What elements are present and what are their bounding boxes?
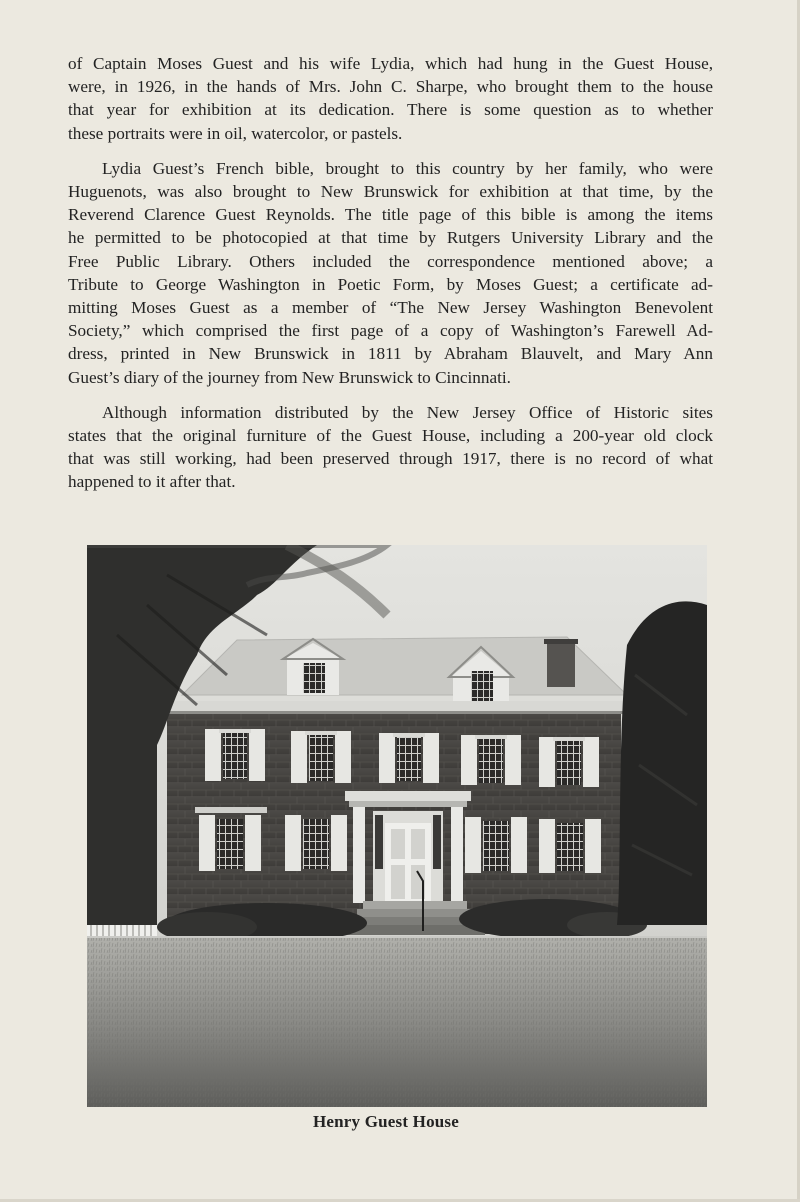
paragraph-bible <box>68 157 713 389</box>
text-line: Huguenots, was also brought to New Brunswick for exhibition at that time, by the <box>68 182 713 202</box>
photo-caption: Henry Guest House <box>312 1112 459 1131</box>
upper-windows <box>205 729 599 787</box>
text-line: Although information distributed by the New Jersey Office of Historic sites <box>102 402 713 422</box>
text-line: that year for exhibition at its dedication. There is some question as to whether <box>68 100 713 120</box>
text-line: states that the original furniture of the Guest House, including a 200-year old clock <box>68 426 713 446</box>
text-line: that was still working, had been preserved through 1917, there is no record of what <box>68 449 713 469</box>
text-line: Society,” which comprised the first page of a copy of Washington’s Farewell Ad- <box>68 321 713 341</box>
text-line: dress, printed in New Brunswick in 1811 by Abraham Blauvelt, and Mary Ann <box>68 344 713 364</box>
text-line: were, in 1926, in the hands of Mrs. John C. Sharpe, who brought them to the house <box>68 77 713 97</box>
paragraph-furniture <box>68 401 713 494</box>
house-photograph <box>87 545 707 1107</box>
body-text <box>68 52 713 506</box>
text-line: happened to it after that. <box>68 472 236 492</box>
text-line: of Captain Moses Guest and his wife Lydia, which had hung in the Guest House, <box>68 54 713 73</box>
text-line: Tribute to George Washington in Poetic Form, by Moses Guest; a certificate ad- <box>68 274 713 294</box>
text-line: Guest’s diary of the journey from New Brunswick to Cincinnati. <box>68 367 511 387</box>
text-line: Free Public Library. Others included the correspondence mentioned above; a <box>68 251 713 271</box>
text-line: these portraits were in oil, watercolor, or pastels. <box>68 123 403 143</box>
text-line: mitting Moses Guest as a member of “The New Jersey Washington Benevolent <box>68 298 713 318</box>
text-line: he permitted to be photocopied at that time by Rutgers University Library and the <box>68 228 713 248</box>
text-line: Lydia Guest’s French bible, brought to this country by her family, who were <box>102 158 713 178</box>
text-line: Reverend Clarence Guest Reynolds. The title page of this bible is among the items <box>68 205 713 225</box>
tree-right <box>617 601 707 925</box>
paragraph-portraits <box>68 52 713 145</box>
